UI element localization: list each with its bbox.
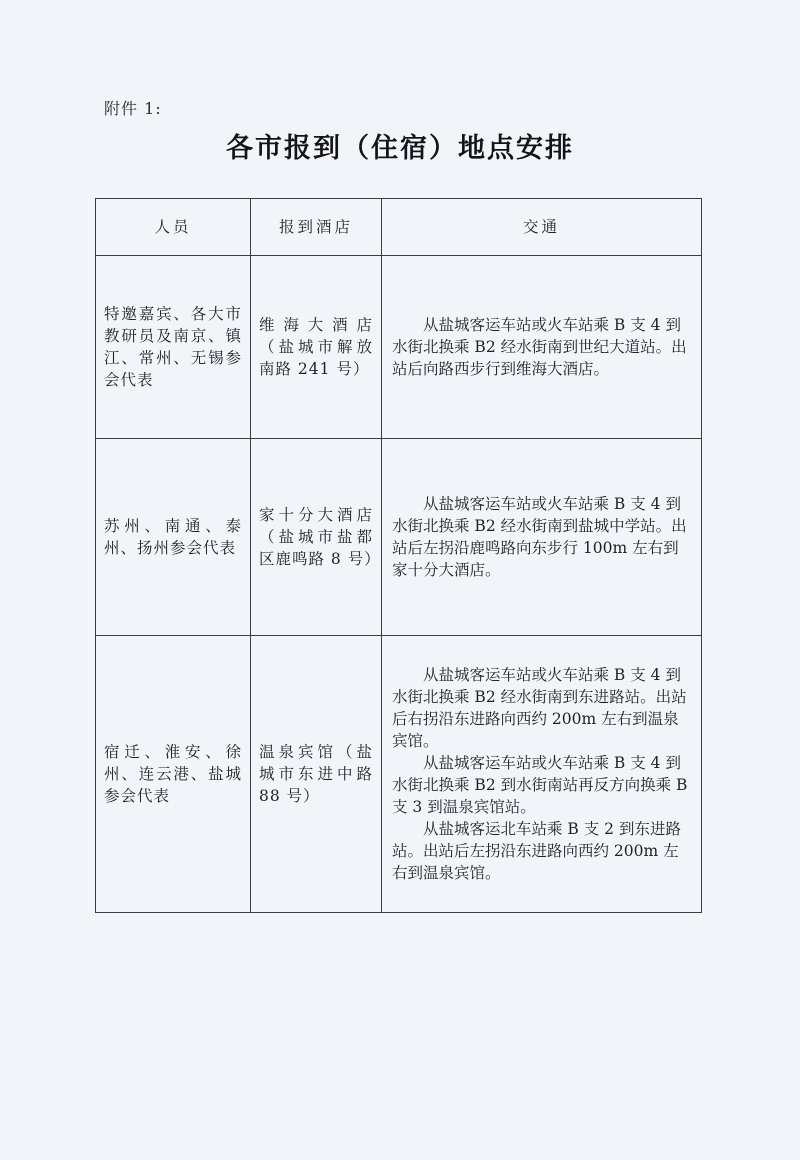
transport-paragraph: 从盐城客运车站或火车站乘 B 支 4 到水街北换乘 B2 到水街南站再反方向换乘 B 支 3 到温泉宾馆站。 [392, 754, 688, 816]
cell-transport [382, 636, 702, 913]
transport-paragraph: 从盐城客运车站或火车站乘 B 支 4 到水街北换乘 B2 经水街南到世纪大道站。出站后向路西步行到维海大酒店。 [392, 316, 687, 378]
attachment-label: 附件 1: [104, 99, 162, 118]
registration-table [95, 198, 702, 913]
cell-transport [382, 439, 702, 636]
cell-transport [382, 256, 702, 439]
cell-hotel: 家十分大酒店（盐城市盐都区鹿鸣路 8 号） [251, 439, 382, 636]
table-row [96, 636, 702, 913]
table-header-row [96, 199, 702, 256]
header-people: 人员 [96, 199, 251, 256]
table-row [96, 439, 702, 636]
cell-people: 苏州、南通、泰州、扬州参会代表 [96, 439, 251, 636]
transport-paragraph: 从盐城客运车站或火车站乘 B 支 4 到水街北换乘 B2 经水街南到盐城中学站。出站后左拐沿鹿鸣路向东步行 100m 左右到家十分大酒店。 [392, 495, 687, 579]
transport-paragraph: 从盐城客运北车站乘 B 支 2 到东进路站。出站后左拐沿东进路向西约 200m 左右到温泉宾馆。 [392, 820, 681, 882]
table-row [96, 256, 702, 439]
cell-hotel: 温泉宾馆（盐城市东进中路 88 号） [251, 636, 382, 913]
cell-people: 特邀嘉宾、各大市教研员及南京、镇江、常州、无锡参会代表 [96, 256, 251, 439]
cell-hotel: 维海大酒店（盐城市解放南路 241 号） [251, 256, 382, 439]
transport-paragraph: 从盐城客运车站或火车站乘 B 支 4 到水街北换乘 B2 经水街南到东进路站。出站后右拐沿东进路向西约 200m 左右到温泉宾馆。 [392, 666, 687, 750]
cell-people: 宿迁、淮安、徐州、连云港、盐城参会代表 [96, 636, 251, 913]
page-title: 各市报到（住宿）地点安排 [226, 133, 574, 164]
header-transport: 交通 [382, 199, 702, 256]
header-hotel: 报到酒店 [251, 199, 382, 256]
